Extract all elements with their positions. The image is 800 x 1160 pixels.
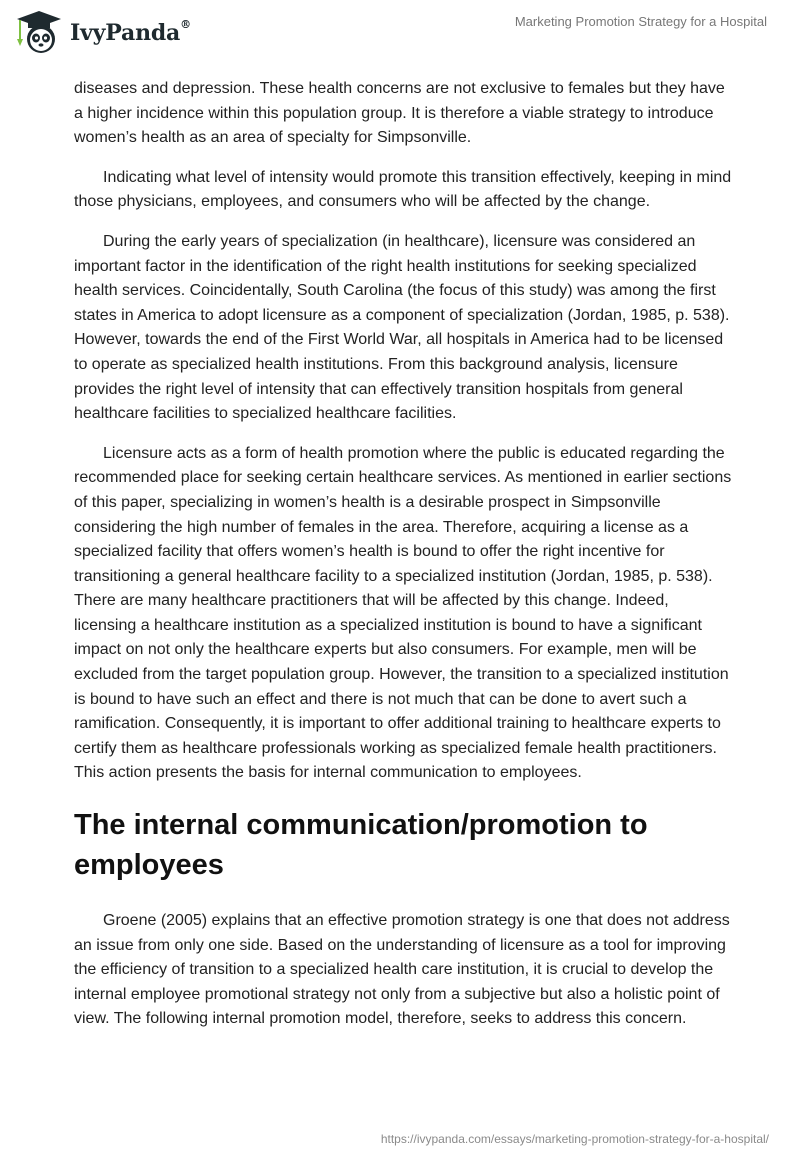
ivypanda-logo[interactable] [14,9,191,55]
source-url[interactable]: https://ivypanda.com/essays/marketing-promotion-strategy-for-a-hospital/ [380,1132,769,1146]
essay-body [74,77,734,1047]
document-title: Marketing Promotion Strategy for a Hospital [514,14,767,29]
paragraph-licensure-promotion: Licensure acts as a form of health promotion where the public is educated regarding the recommended place for seeking certain healthcare services. As mentioned in earlier sections of this paper, specializing in women’s health is a desirable prospect in Simpsonville considering the high number of females in the area. Therefore, acquiring a license as a specialized facility that offers women’s health is bound to offer the right incentive for transitioning a general healthcare facility to a specialized institution (Jordan, 1985, p. 538). There are many healthcare practitioners that will be affected by this change. Indeed, licensing a healthcare institution as a specialized institution is bound to have a significant impact on not only the healthcare experts but also consumers. For example, men will be excluded from the target population group. However, the transition to a specialized institution is bound to have such an effect and there is not much that can be done to avert such a ramification. Consequently, it is important to offer additional training to healthcare experts to certify them as healthcare professionals working as specialized female health practitioners. This action presents the basis for internal communication to employees. [74,444,732,782]
paragraph-continuation: diseases and depression. These health concerns are not exclusive to females but they have a higher incidence within this population group. It is therefore a viable strategy to introduce women’s health as an area of specialty for Simpsonville. [74,80,725,147]
page-header [0,0,800,64]
panda-graduate-icon [14,9,64,55]
brand-name: IvyPanda® [70,18,191,46]
section-heading: The internal communication/promotion to employees [74,809,648,882]
paragraph-groene: Groene (2005) explains that an effective promotion strategy is one that does not address an issue from only one side. Based on the understanding of licensure as a tool for improving the efficiency of transition to a specialized health care institution, it is crucial to develop the internal employee promotional strategy not only from a subjective but also a holistic point of view. The following internal promotion model, therefore, seeks to address this concern. [74,912,730,1028]
paragraph-licensure-history: During the early years of specialization (in healthcare), licensure was considered an important factor in the identification of the right health institutions for seeking specialized health services. Coincidentally, South Carolina (the focus of this study) was among the first states in America to adopt licensure as a component of specialization (Jordan, 1985, p. 538). However, towards the end of the First World War, all hospitals in America had to be licensed to operate as specialized health institutions. From this background analysis, licensure provides the right level of intensity that can effectively transition hospitals from general healthcare facilities to specialized healthcare facilities. [74,232,730,423]
paragraph-intensity: Indicating what level of intensity would promote this transition effectively, keeping in mind those physicians, employees, and consumers who will be affected by the change. [74,168,732,211]
registered-mark: ® [180,18,191,31]
